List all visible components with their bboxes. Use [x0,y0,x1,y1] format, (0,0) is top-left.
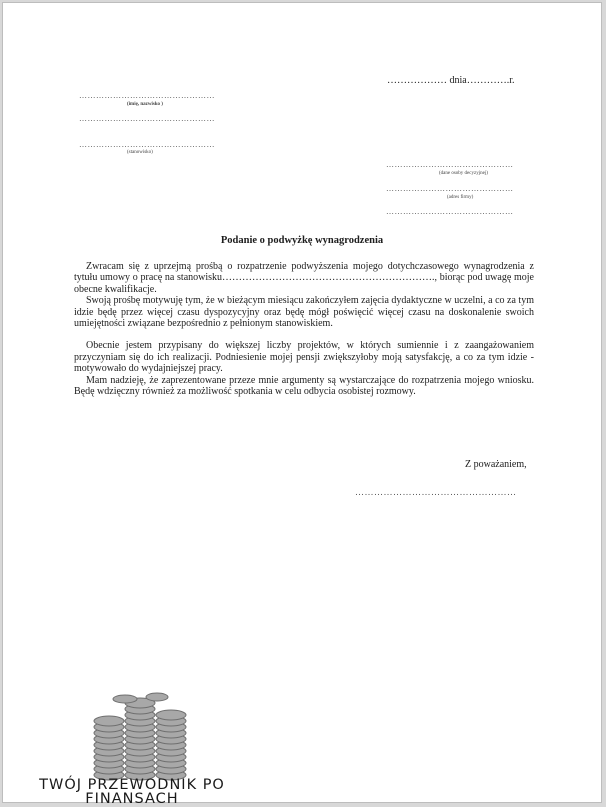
brand-logo-text [7,778,257,806]
sender-name-caption: (imię, nazwisko ) [127,102,163,107]
paragraph-hope: Mam nadzieję, że zaprezentowane przeze mnie argumenty są wystarczające do rozpatrzenia mojego wniosku. Będę wdzięczny również za możliwość spotkania w celu odbycia osobistej rozmowy. [74,374,534,398]
recipient-name-field: ……………………………………… [386,160,514,169]
sender-position-caption: (stanowisko) [127,150,153,155]
signature-field: …………………………………………… [355,487,517,497]
document-page [2,2,602,807]
recipient-address-caption: (adres firmy) [447,195,474,200]
paragraph-motivation: Swoją prośbę motywuję tym, że w bieżącym miesiącu zakończyłem zajęcia dydaktyczne w uczelni, a co za tym idzie będę przez więcej czasu dyspozycyjny oraz będę mógł poświęcić więcej czasu na doskonalenie swoich umiejętności związane bezpośrednio z pełnionym stanowiskiem. [74,295,534,330]
letter-body [74,261,534,397]
paragraph-request: Zwracam się z uprzejmą prośbą o rozpatrzenie podwyższenia mojego dotychczasowego wynagrodzenia z tytułu umowy o pracę na stanowisku………………………………………………………., biorąc pod uwagę moje obecne kwalifikacje. [74,261,534,295]
date-line: ……………… dnia………….r. [387,75,515,86]
sender-address-field: ………………………………………… [79,114,215,123]
sender-position-field: ………………………………………… [79,140,215,149]
recipient-extra-field: ……………………………………… [386,207,514,216]
recipient-name-caption: (dane osoby decyzyjnej) [439,171,488,176]
recipient-address-field: ……………………………………… [386,184,514,193]
paragraph-projects: Obecnie jestem przypisany do większej liczby projektów, w których sumiennie i z zaangażowaniem przyczyniam się do ich realizacji. Podniesienie mojej pensji zwiększyłoby moją satysfakcję, a co za tym idzie - motywowało do wydajniejszej pracy. [74,340,534,375]
sender-name-field: ………………………………………… [79,91,215,100]
brand-logo-line1: TWÓJ PRZEWODNIK PO [39,777,225,793]
brand-logo-line2: FINANSACH [85,791,179,807]
closing-phrase: Z poważaniem, [465,459,527,470]
document-title: Podanie o podwyżkę wynagrodzenia [220,235,384,246]
coin-stack-logo-icon [85,691,195,783]
